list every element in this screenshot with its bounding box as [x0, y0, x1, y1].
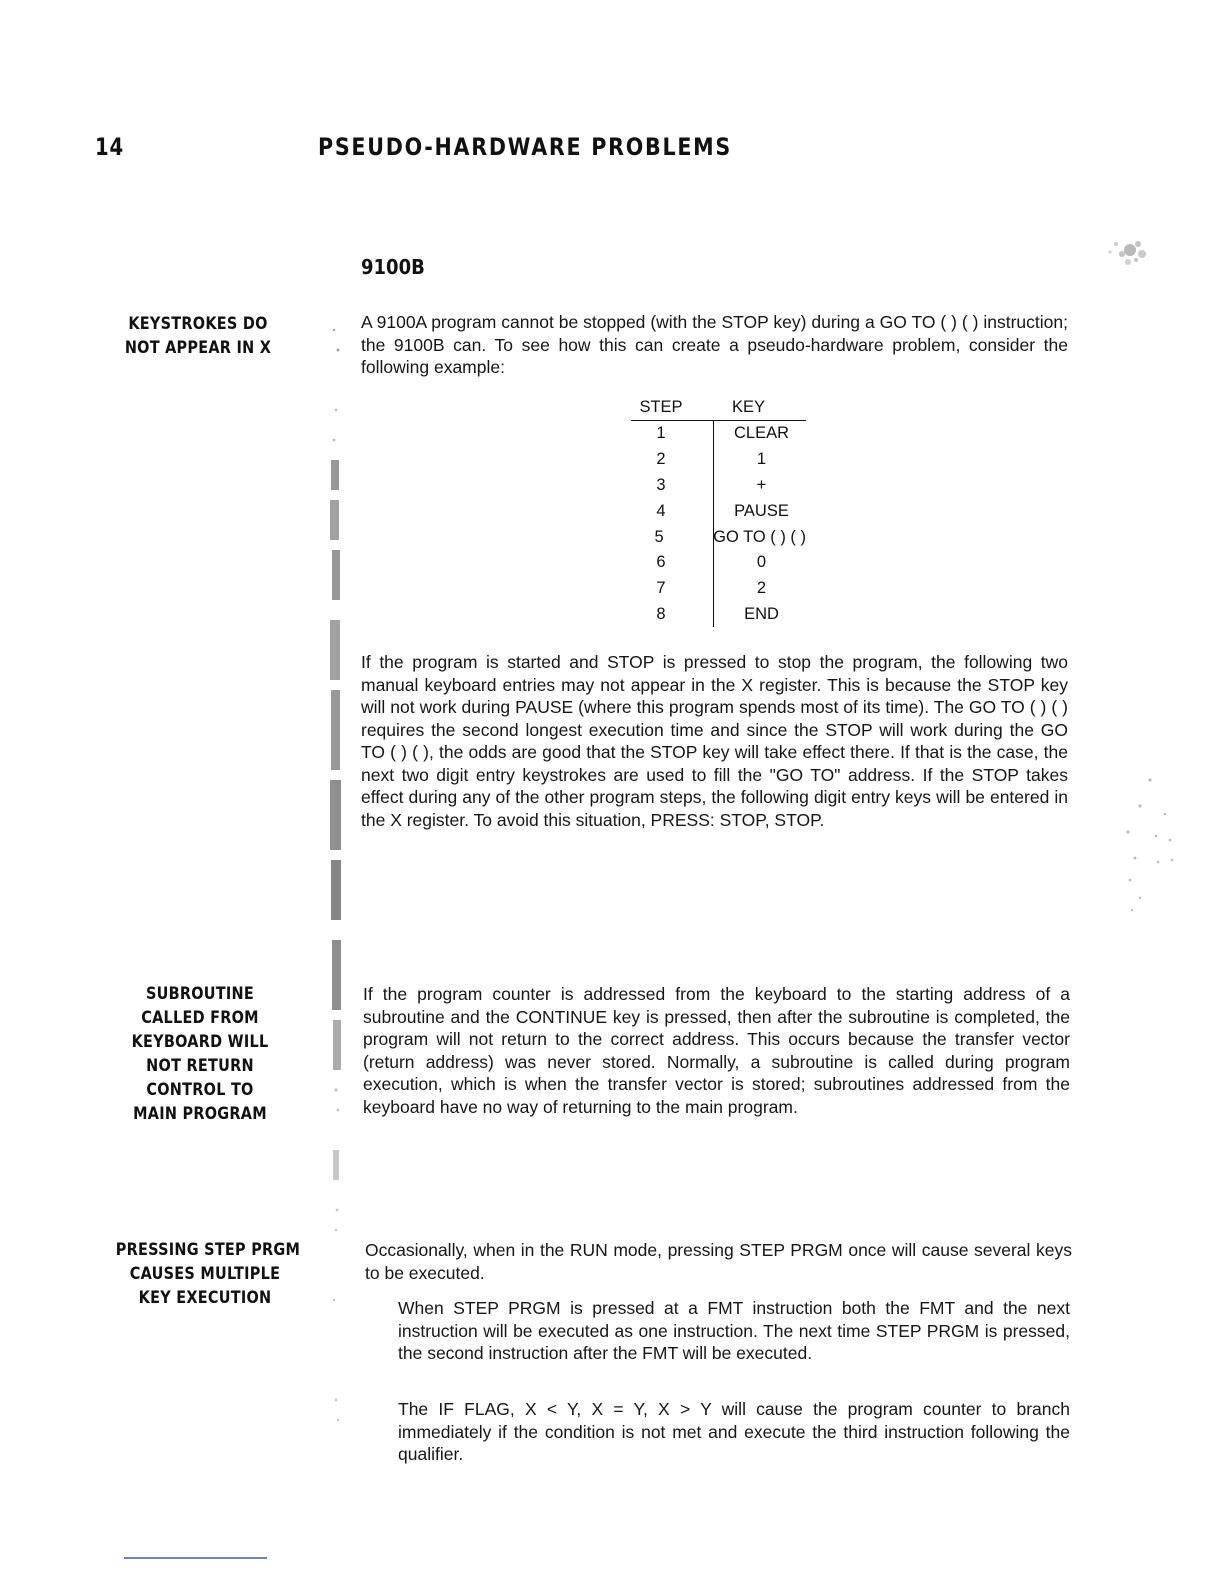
section-title: 9100B — [361, 255, 425, 279]
side-label-line: KEY EXECUTION — [138, 1288, 272, 1308]
side-label-keystrokes — [122, 312, 275, 360]
key-cell: 1 — [756, 450, 767, 469]
table-row — [631, 602, 806, 628]
table-divider — [713, 421, 714, 627]
footer-rule — [124, 1557, 267, 1559]
fmt-instruction-paragraph: When STEP PRGM is pressed at a FMT instruction both the FMT and the next instruction will be executed as one instruction. The next time STEP PRGM is pressed, the second instruction after the FMT will be executed. — [398, 1298, 1070, 1363]
side-label-line: NOT APPEAR IN X — [124, 338, 272, 358]
key-cell: END — [744, 604, 779, 623]
table-row — [631, 498, 806, 524]
column-header-key: KEY — [731, 398, 766, 416]
scan-blot-icon — [1100, 230, 1152, 270]
step-cell: 5 — [654, 527, 664, 546]
if-flag-paragraph: The IF FLAG, X < Y, X = Y, X > Y will cause the program counter to branch immediately if the condition is not met and execute the third instruction following the qualifier. — [398, 1399, 1070, 1464]
key-cell: 0 — [756, 553, 767, 572]
column-header-step: STEP — [639, 398, 683, 416]
table-row — [631, 576, 806, 602]
key-cell: GO TO ( ) ( ) — [713, 527, 806, 546]
chapter-title: PSEUDO-HARDWARE PROBLEMS — [318, 133, 732, 161]
table-row — [631, 421, 806, 447]
table-row — [631, 550, 806, 576]
intro-paragraph-9100a: A 9100A program cannot be stopped (with the STOP key) during a GO TO ( ) ( ) instruction; the 9100B can. To see how this can create a pseudo-hardware problem, consider the following example: — [361, 312, 1068, 377]
side-label-line: CONTROL TO — [146, 1080, 254, 1100]
side-label-line: SUBROUTINE — [145, 984, 255, 1004]
table-row — [631, 447, 806, 473]
step-cell: 2 — [656, 450, 666, 469]
table-row — [631, 524, 806, 550]
page-number: 14 — [95, 133, 125, 161]
side-label-line: NOT RETURN — [146, 1056, 254, 1076]
step-prgm-intro-paragraph: Occasionally, when in the RUN mode, pressing STEP PRGM once will cause several keys to be executed. — [365, 1240, 1072, 1283]
step-cell: 1 — [656, 424, 666, 443]
scan-binding-edge-icon — [322, 290, 352, 1450]
key-cell: CLEAR — [733, 424, 790, 443]
key-cell: 2 — [756, 579, 767, 598]
stop-explanation-paragraph: If the program is started and STOP is pressed to stop the program, the following two manual keyboard entries may not appear in the X register. This is because the STOP key will not work during PAUSE (where this program spends most of its time). The GO TO ( ) ( ) requires the second longest execution time and since the STOP will work during the GO TO ( ) ( ), the odds are good that the STOP key will take effect there. If that is the case, the next two digit entry keystrokes are used to fill the "GO TO" address. If the STOP takes effect during any of the other program steps, the following digit entry keys will be entered in the X register. To avoid this situation, PRESS: STOP, STOP. — [361, 652, 1068, 830]
key-cell: PAUSE — [734, 501, 789, 520]
side-label-step-prgm — [115, 1238, 301, 1310]
step-cell: 4 — [656, 501, 666, 520]
table-header — [631, 398, 806, 421]
step-cell: 8 — [656, 604, 666, 623]
scan-speckle-right-icon — [1110, 770, 1190, 920]
example-program-table — [631, 398, 806, 627]
side-label-line: CALLED FROM — [141, 1008, 259, 1028]
side-label-subroutine — [124, 982, 277, 1126]
step-cell: 6 — [656, 553, 666, 572]
side-label-line: KEYSTROKES DO — [128, 314, 268, 334]
table-row — [631, 473, 806, 499]
side-label-line: PRESSING STEP PRGM — [115, 1240, 301, 1260]
side-label-line: CAUSES MULTIPLE — [129, 1264, 281, 1284]
key-cell: + — [756, 475, 767, 494]
table-body — [631, 421, 806, 627]
step-cell: 3 — [656, 475, 666, 494]
subroutine-paragraph: If the program counter is addressed from the keyboard to the starting address of a subroutine and the CONTINUE key is pressed, then after the subroutine is completed, the program will not return to the correct address. This occurs because the transfer vector (return address) was never stored. Normally, a subroutine is called during program execution, which is when the transfer vector is stored; subroutines addressed from the keyboard have no way of returning to the main program. — [363, 984, 1070, 1117]
step-cell: 7 — [656, 579, 666, 598]
side-label-line: MAIN PROGRAM — [133, 1104, 267, 1124]
side-label-line: KEYBOARD WILL — [131, 1032, 269, 1052]
